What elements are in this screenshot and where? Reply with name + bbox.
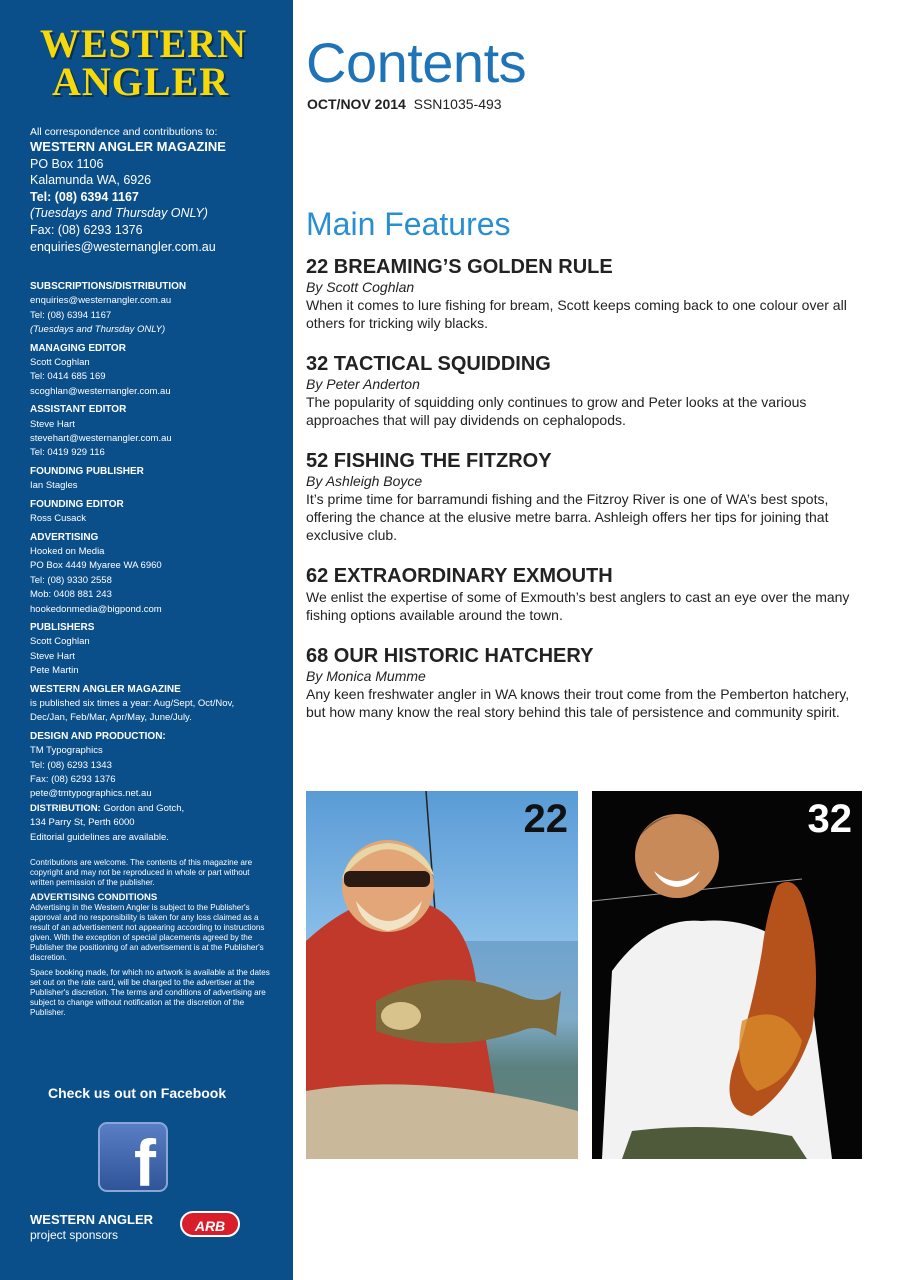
- distribution-text: Gordon and Gotch,: [103, 802, 185, 814]
- design-heading: DESIGN AND PRODUCTION:: [30, 730, 166, 742]
- feature-description: When it comes to lure fishing for bream, Scott keeps coming back to one colour over all others for tricking wily blacks.: [306, 297, 847, 331]
- feature-description: The popularity of squidding only continues to grow and Peter looks at the various approaches that will pay dividends on cephalopods.: [306, 394, 807, 428]
- sponsor-name: WESTERN ANGLER: [30, 1212, 154, 1227]
- photo-page-number: 32: [807, 797, 852, 841]
- bream-angler-photo[interactable]: [306, 791, 578, 1159]
- sidebar: [0, 0, 293, 1280]
- staff-line: Mob: 0408 881 243: [30, 589, 112, 601]
- feature-title[interactable]: 62 EXTRAORDINARY EXMOUTH: [306, 565, 613, 587]
- logo-line-2: ANGLER: [52, 59, 230, 104]
- staff-line: Tel: (08) 6293 1343: [30, 759, 112, 771]
- section-title: Main Features: [306, 206, 511, 242]
- contributions-note: Contributions are welcome. The contents of this magazine are copyright and may not be reproduced in whole or part without written permission of the publisher.: [30, 858, 253, 887]
- founding-publisher-heading: FOUNDING PUBLISHER: [30, 465, 144, 477]
- feature-item: [306, 449, 866, 544]
- facebook-glyph: f: [134, 1126, 156, 1200]
- staff-line: TM Typographics: [30, 745, 103, 757]
- feature-byline: By Ashleigh Boyce: [306, 473, 423, 489]
- feature-title[interactable]: 68 OUR HISTORIC HATCHERY: [306, 645, 594, 667]
- staff-line: Fax: (08) 6293 1376: [30, 774, 116, 785]
- photo-page-number: 22: [523, 797, 568, 841]
- squid-angler-illustration: [592, 791, 862, 1159]
- issue-date: OCT/NOV 2014: [307, 96, 406, 112]
- feature-byline: By Peter Anderton: [306, 376, 420, 392]
- feature-title[interactable]: 32 TACTICAL SQUIDDING: [306, 353, 551, 375]
- staff-line: Ian Stagles: [30, 480, 78, 492]
- logo-line-1: WESTERN: [40, 21, 248, 66]
- staff-line[interactable]: pete@tmtypographics.net.au: [30, 788, 152, 800]
- staff-line: Scott Coghlan: [30, 636, 90, 648]
- distribution-line: [30, 802, 280, 816]
- managing-editor-heading: MANAGING EDITOR: [30, 342, 126, 354]
- space-booking-text: Space booking made, for which no artwork is available at the dates set out on the rate card, will be charged to the advertiser at the Publisher's discretion. The terms and conditions of advertising are subject to change without notification at the discretion of the Publisher.: [30, 968, 270, 1017]
- sponsor-subtitle: project sponsors: [30, 1228, 119, 1242]
- subscriptions-heading: SUBSCRIPTIONS/DISTRIBUTION: [30, 281, 187, 292]
- squid-angler-photo[interactable]: [592, 791, 862, 1159]
- staff-line[interactable]: hookedonmedia@bigpond.com: [30, 603, 162, 615]
- advertising-conditions-heading: ADVERTISING CONDITIONS: [30, 892, 158, 903]
- staff-line: Steve Hart: [30, 650, 75, 662]
- publishers-heading: PUBLISHERS: [30, 621, 95, 633]
- feature-item: [306, 644, 866, 721]
- issn: SSN1035-493: [413, 96, 502, 112]
- staff-line[interactable]: scoghlan@westernangler.com.au: [30, 385, 171, 397]
- issue-line: [307, 96, 502, 112]
- staff-line: Pete Martin: [30, 665, 79, 677]
- assistant-editor-heading: ASSISTANT EDITOR: [30, 404, 127, 416]
- feature-item: [306, 255, 866, 332]
- feature-description: We enlist the expertise of some of Exmouth’s best anglers to cast an eye over the many fishing options available around the town.: [306, 589, 850, 623]
- features-list: [306, 255, 866, 741]
- contact-intro: All correspondence and contributions to:: [30, 126, 218, 138]
- staff-line[interactable]: stevehart@westernangler.com.au: [30, 433, 172, 445]
- staff-line: 134 Parry St, Perth 6000: [30, 817, 135, 829]
- feature-title[interactable]: 52 FISHING THE FITZROY: [306, 450, 552, 472]
- feature-description: It’s prime time for barramundi fishing and the Fitzroy River is one of WA’s best spots, offering the chance at the elusive metre barra. Ashleigh offers her tips for joining that exclusive club.: [306, 491, 829, 543]
- western-angler-logo: [40, 21, 248, 105]
- staff-line: (Tuesdays and Thursday ONLY): [30, 324, 166, 336]
- staff-line: is published six times a year: Aug/Sept, Oct/Nov,: [30, 697, 235, 709]
- contact-tel: Tel: (08) 6394 1167: [30, 189, 139, 204]
- contact-block: [30, 125, 280, 255]
- staff-line: Hooked on Media: [30, 545, 105, 557]
- staff-line: Tel: (08) 6394 1167: [30, 309, 112, 321]
- page-title: Contents: [306, 31, 527, 94]
- feature-byline: By Monica Mumme: [306, 668, 426, 684]
- staff-line: Tel: (08) 9330 2558: [30, 574, 112, 586]
- founding-editor-heading: FOUNDING EDITOR: [30, 498, 124, 510]
- feature-title[interactable]: 22 BREAMING’S GOLDEN RULE: [306, 256, 613, 278]
- staff-directory: [30, 276, 280, 845]
- bream-angler-illustration: [306, 791, 578, 1159]
- contact-magazine-name: WESTERN ANGLER MAGAZINE: [30, 139, 226, 154]
- staff-line: Scott Coghlan: [30, 357, 90, 369]
- facebook-icon[interactable]: [98, 1122, 168, 1200]
- contact-fax: Fax: (08) 6293 1376: [30, 222, 143, 237]
- staff-line: PO Box 4449 Myaree WA 6960: [30, 560, 162, 572]
- feature-item: [306, 564, 866, 624]
- advertising-heading: ADVERTISING: [30, 531, 99, 543]
- feature-description: Any keen freshwater angler in WA knows their trout come from the Pemberton hatchery, but how many know the real story behind this tale of persistence and community spirit.: [306, 686, 850, 720]
- feature-byline: By Scott Coghlan: [306, 279, 415, 295]
- staff-line: Tel: 0419 929 116: [30, 447, 105, 459]
- contact-hours: (Tuesdays and Thursday ONLY): [30, 206, 208, 221]
- feature-item: [306, 352, 866, 429]
- staff-line: Steve Hart: [30, 418, 75, 430]
- contact-email[interactable]: enquiries@westernangler.com.au: [30, 239, 216, 254]
- contact-suburb: Kalamunda WA, 6926: [30, 173, 152, 188]
- advertising-conditions-text: Advertising in the Western Angler is subject to the Publisher's approval and no responsibility is taken for any loss claimed as a result of an advertisement not appearing according to instructions given. With the exception of special placements agreed by the Publisher the positioning of an advertisement is at the Publisher's discretion.: [30, 903, 265, 962]
- staff-line[interactable]: enquiries@westernangler.com.au: [30, 295, 172, 307]
- staff-line: Ross Cusack: [30, 513, 86, 525]
- magazine-heading: WESTERN ANGLER MAGAZINE: [30, 683, 181, 695]
- staff-line: Editorial guidelines are available.: [30, 831, 169, 843]
- contact-po-box: PO Box 1106: [30, 156, 104, 171]
- staff-line: Tel: 0414 685 169: [30, 371, 106, 383]
- arb-logo: ARB: [180, 1211, 240, 1237]
- facebook-label[interactable]: Check us out on Facebook: [48, 1085, 227, 1101]
- distribution-label: DISTRIBUTION:: [30, 802, 101, 814]
- fine-print: [30, 858, 275, 1023]
- staff-line: Dec/Jan, Feb/Mar, Apr/May, June/July.: [30, 712, 192, 724]
